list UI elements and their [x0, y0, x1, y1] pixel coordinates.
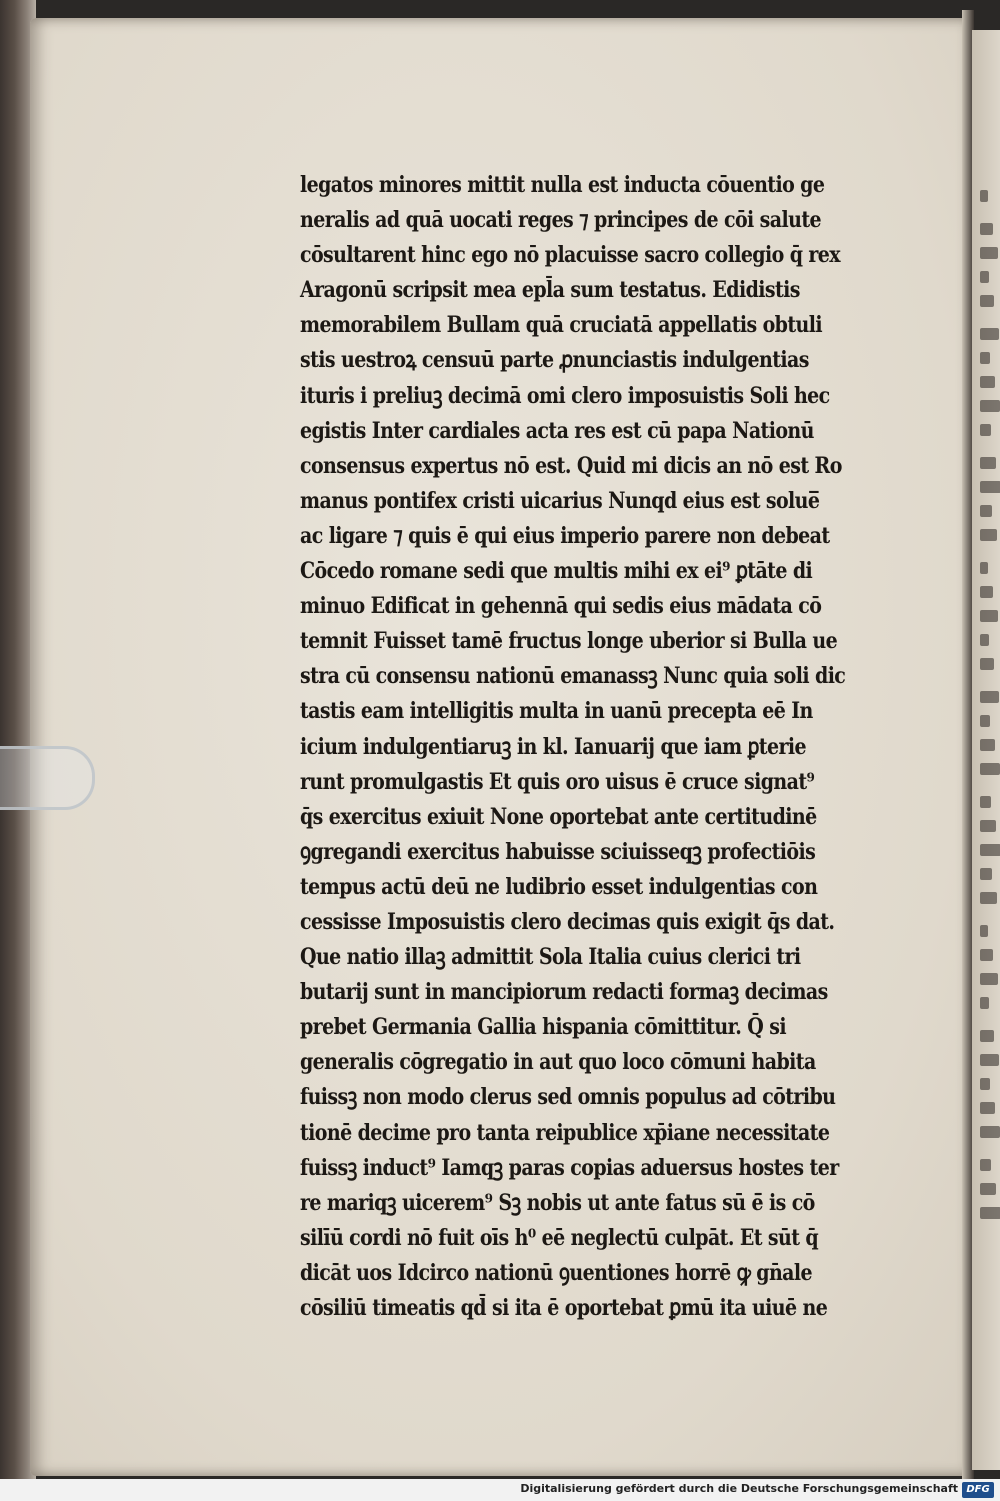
facing-page-text-fragment: [980, 949, 993, 961]
text-line: tionē decime pro tanta reipublice xp̄iane necessitate: [300, 1119, 830, 1146]
facing-page-text-fragment: [980, 691, 999, 703]
text-line: silīū cordi nō fuit oīs h⁰ eē neglectū culpāt. Et sūt q̄: [300, 1224, 819, 1251]
footer-credit: Digitalisierung gefördert durch die Deutsche Forschungsgemeinschaft: [520, 1482, 958, 1495]
facing-page-text-fragment: [980, 586, 993, 598]
facing-page-text-fragment: [980, 658, 994, 670]
facing-page-text-fragment: [980, 796, 991, 808]
text-line: minuo Edificat in gehennā qui sedis eius mādata cō: [300, 593, 822, 620]
facing-page-text-fragment: [980, 529, 997, 541]
facing-page-text-fragment: [980, 457, 996, 469]
text-line: Aragonū scripsit mea epl̄a sum testatus. Edidistis: [300, 277, 800, 304]
facing-page-text-fragment: [980, 868, 992, 880]
text-line: cōsiliū timeatis qd̄ si ita ē oportebat ꝑmū ita uiuē ne: [300, 1294, 828, 1321]
facing-page-text-fragment: [980, 925, 988, 937]
facing-page-text-fragment: [980, 328, 999, 340]
facing-page-text-fragment: [980, 190, 988, 202]
text-line: Que natio illaꝫ admittit Sola Italia cuius clerici tri: [300, 943, 801, 970]
facing-page-text-fragment: [980, 352, 990, 364]
facing-page-text-fragment: [980, 562, 988, 574]
facing-page-text-fragment: [980, 997, 989, 1009]
text-line: manus pontifex cristi uicarius Nunqd eius est solue̅: [300, 487, 820, 514]
facing-page-text-fragment: [980, 634, 989, 646]
facing-page-text-fragment: [980, 1078, 990, 1090]
facing-page-text-fragment: [980, 424, 991, 436]
facing-page-text-fragment: [980, 481, 1000, 493]
facing-page-text-fragment: [980, 1183, 996, 1195]
text-line: q̄s exercitus exiuit None oportebat ante certitudinē: [300, 803, 817, 830]
text-line: ituris i preliuꝫ decimā omi clero imposuistis Soli hec: [300, 382, 830, 409]
facing-page-text-fragment: [980, 1207, 1000, 1219]
facing-page-text-fragment: [980, 1030, 994, 1042]
text-line: legatos minores mittit nulla est inducta cōuentio ge: [300, 171, 825, 198]
page-clip: [0, 746, 95, 810]
facing-page-text-fragment: [980, 295, 994, 307]
text-line: egistis Inter cardiales acta res est cū papa Nationū: [300, 417, 814, 444]
text-line: Cōcedo romane sedi que multis mihi ex ei⁹ ꝑtāte di: [300, 557, 813, 584]
text-line: temnit Fuisset tamē fructus longe uberior si Bulla ue: [300, 628, 838, 655]
facing-page-text-fragment: [980, 973, 998, 985]
facing-page-text-fragment: [980, 247, 998, 259]
facing-page-edge: [972, 30, 1000, 1470]
text-line: stra cū consensu nationū emanassꝫ Nunc quia soli dic: [300, 663, 846, 690]
text-line: butarij sunt in mancipiorum redacti formaꝫ decimas: [300, 979, 828, 1006]
text-line: prebet Germania Gallia hispania cōmittitur. Q̄ si: [300, 1014, 786, 1041]
printed-text-block: [300, 168, 880, 1326]
facing-page-text-fragment: [980, 505, 992, 517]
facing-page-text-fragment: [980, 1102, 995, 1114]
facing-page-text-fragment: [980, 223, 993, 235]
facing-page-text-fragment: [980, 610, 998, 622]
text-line: dicāt uos Idcirco nationū ꝯuentiones horrē ꝙ gn̄ale: [300, 1259, 812, 1286]
text-line: icium indulgentiaruꝫ in kl. Ianuarij que iam ꝑterie: [300, 733, 806, 760]
text-line: consensus expertus nō est. Quid mi dicis an nō est Ro: [300, 452, 842, 479]
text-line: fuissꝫ non modo clerus sed omnis populus ad cōtribu: [300, 1084, 836, 1111]
facing-page-text-fragment: [980, 376, 995, 388]
text-line: stis uestroꝝ censuū parte ꝓnunciastis indulgentias: [300, 347, 809, 374]
text-line: cōsultarent hinc ego nō placuisse sacro collegio q̄ rex: [300, 242, 841, 269]
facing-page-text-fragment: [980, 1054, 999, 1066]
text-line: fuissꝫ induct⁹ Iamqꝫ paras copias aduersus hostes ter: [300, 1154, 839, 1181]
text-line: runt promulgastis Et quis oro uisus ē cruce signat⁹: [300, 768, 815, 795]
facing-page-text-fragment: [980, 892, 997, 904]
text-line: tastis eam intelligitis multa in uanū precepta eē In: [300, 698, 813, 725]
facing-page-text-fragment: [980, 739, 995, 751]
text-line: tempus actū deū ne ludibrio esset indulgentias con: [300, 873, 818, 900]
facing-page-text-fragment: [980, 820, 996, 832]
facing-page-text-fragment: [980, 400, 1000, 412]
facing-page-text-fragment: [980, 763, 1000, 775]
facing-page-text-fragment: [980, 715, 990, 727]
text-line: generalis cōgregatio in aut quo loco cōmuni habita: [300, 1049, 816, 1076]
footer-bar: [0, 1479, 1000, 1501]
dfg-logo: DFG: [962, 1482, 994, 1498]
facing-page-text-fragment: [980, 844, 1000, 856]
text-line: neralis ad quā uocati reges ⁊ principes de cōi salute: [300, 207, 821, 233]
text-line: re mariqꝫ uicerem⁹ Sꝫ nobis ut ante fatus sū ē̄ is cō: [300, 1189, 815, 1216]
text-line: memorabilem Bullam quā cruciatā appellatis obtuli: [300, 312, 822, 339]
text-line: ac ligare ⁊ quis ē qui eius imperio parere non debeat: [300, 522, 830, 549]
facing-page-text-fragment: [980, 271, 989, 283]
facing-page-text-fragment: [980, 1126, 1000, 1138]
facing-page-text-fragment: [980, 1159, 991, 1171]
text-line: cessisse Imposuistis clero decimas quis exigit q̄s dat.: [300, 908, 835, 935]
text-line: ꝯgregandi exercitus habuisse sciuisseqꝫ profectiōis: [300, 838, 816, 865]
